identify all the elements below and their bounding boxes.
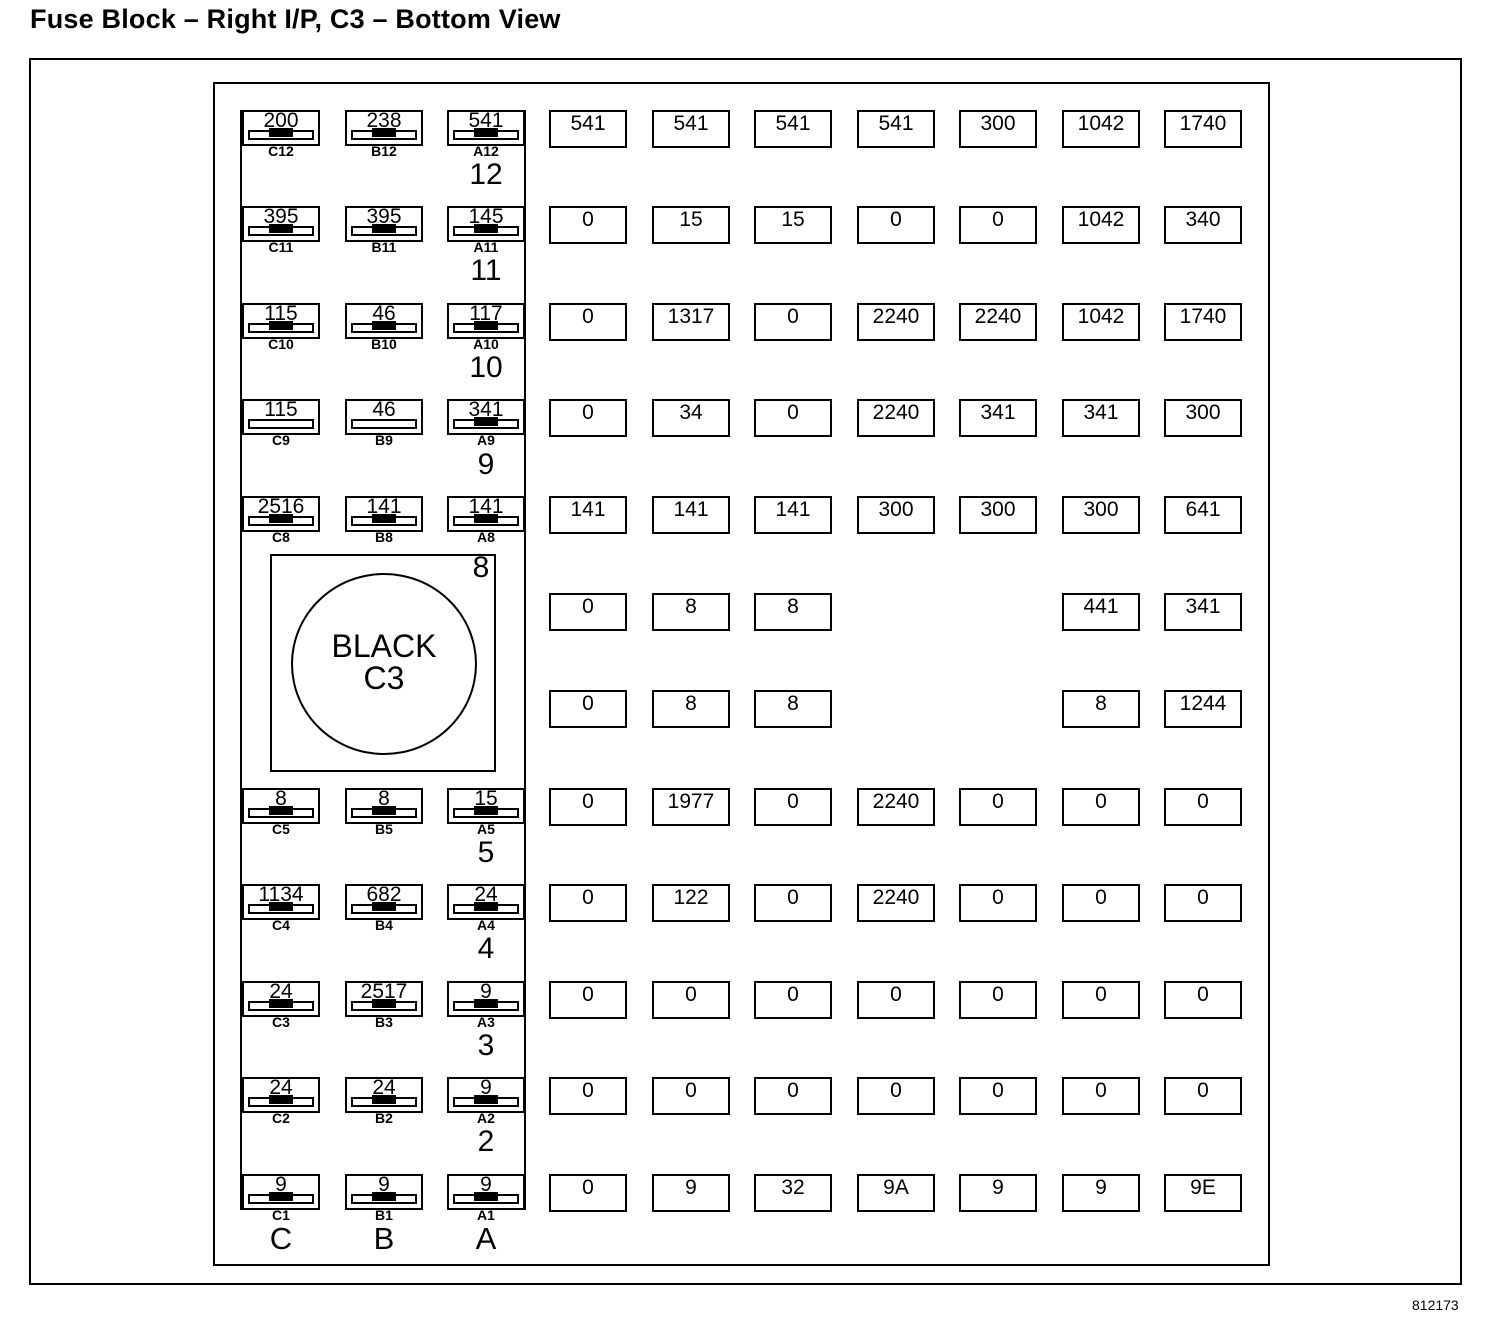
circuit-cell <box>652 206 730 244</box>
circuit-cell <box>1164 399 1242 437</box>
circuit-cell <box>549 593 627 631</box>
diagram-title: Fuse Block – Right I/P, C3 – Bottom View <box>30 4 561 34</box>
circuit-cell <box>754 110 832 148</box>
terminal-circuit: 238 <box>366 109 402 132</box>
circuit-number: 1317 <box>667 305 715 328</box>
circuit-cell <box>754 593 832 631</box>
row-number: 10 <box>469 351 503 384</box>
terminal-circuit: 9 <box>480 980 492 1003</box>
connector-row-number: 8 <box>472 551 490 584</box>
circuit-number: 0 <box>582 790 594 813</box>
terminal-circuit: 2516 <box>257 495 305 518</box>
terminal-circuit: 141 <box>366 495 402 518</box>
terminal-circuit: 8 <box>378 787 390 810</box>
terminal-b4 <box>345 883 423 933</box>
terminal-c4 <box>242 883 320 933</box>
circuit-cell <box>959 1174 1037 1212</box>
circuit-cell <box>959 788 1037 826</box>
circuit-number: 0 <box>582 692 594 715</box>
terminal-c9 <box>242 398 320 448</box>
circuit-cell <box>1164 788 1242 826</box>
circuit-number: 0 <box>890 1079 902 1102</box>
circuit-cell <box>857 206 935 244</box>
circuit-number: 8 <box>685 692 697 715</box>
circuit-cell <box>1164 593 1242 631</box>
terminal-c10 <box>242 302 320 352</box>
circuit-cell <box>652 399 730 437</box>
circuit-cell <box>754 303 832 341</box>
circuit-cell <box>1062 206 1140 244</box>
terminal-circuit: 541 <box>468 109 504 132</box>
terminal-b10 <box>345 302 423 352</box>
circuit-cell <box>1062 593 1140 631</box>
circuit-number: 0 <box>992 983 1004 1006</box>
circuit-number: 2240 <box>872 401 920 424</box>
circuit-cell <box>549 981 627 1019</box>
circuit-number: 1042 <box>1077 305 1125 328</box>
circuit-cell <box>1164 303 1242 341</box>
terminal-circuit: 24 <box>269 1076 293 1099</box>
circuit-number: 0 <box>992 790 1004 813</box>
terminal-label: A12 <box>473 143 499 159</box>
circuit-cell <box>857 303 935 341</box>
terminal-label: B3 <box>375 1014 393 1030</box>
circuit-cell <box>1164 1174 1242 1212</box>
terminal-c8 <box>242 495 320 545</box>
terminal-label: C10 <box>268 336 294 352</box>
circuit-number: 441 <box>1083 595 1119 618</box>
circuit-number: 0 <box>992 886 1004 909</box>
connector-color: BLACK <box>331 628 437 664</box>
terminal-circuit: 15 <box>474 787 498 810</box>
circuit-number: 1740 <box>1179 112 1227 135</box>
terminal-a11 <box>447 205 525 255</box>
circuit-number: 15 <box>781 208 805 231</box>
circuit-cell <box>754 1077 832 1115</box>
terminal-a12 <box>447 109 525 159</box>
terminal-label: B8 <box>375 529 393 545</box>
terminal-label: B1 <box>375 1207 393 1223</box>
circuit-number: 122 <box>673 886 709 909</box>
circuit-cell <box>754 399 832 437</box>
circuit-cell <box>857 884 935 922</box>
circuit-cell <box>857 110 935 148</box>
circuit-cell <box>549 1174 627 1212</box>
circuit-cell <box>959 303 1037 341</box>
terminal-b2 <box>345 1076 423 1126</box>
circuit-number: 141 <box>673 498 709 521</box>
circuit-number: 0 <box>685 983 697 1006</box>
circuit-cell <box>754 884 832 922</box>
circuit-number: 0 <box>1095 983 1107 1006</box>
circuit-number: 9A <box>883 1176 909 1199</box>
circuit-cell <box>754 788 832 826</box>
circuit-number: 1244 <box>1179 692 1227 715</box>
terminal-circuit: 145 <box>468 205 504 228</box>
column-label-c: C <box>269 1221 293 1256</box>
circuit-number: 2240 <box>974 305 1022 328</box>
circuit-number: 9 <box>1095 1176 1107 1199</box>
terminal-circuit: 46 <box>372 398 396 421</box>
circuit-number: 0 <box>1197 886 1209 909</box>
terminal-b12 <box>345 109 423 159</box>
circuit-cell <box>959 884 1037 922</box>
circuit-number: 9E <box>1190 1176 1216 1199</box>
circuit-number: 8 <box>787 692 799 715</box>
terminal-circuit: 24 <box>269 980 293 1003</box>
circuit-number: 300 <box>980 498 1016 521</box>
circuit-cell <box>549 303 627 341</box>
circuit-cell <box>857 981 935 1019</box>
row-number: 5 <box>477 836 495 869</box>
terminal-a5 <box>447 787 525 837</box>
terminal-label: C12 <box>268 143 294 159</box>
circuit-cell <box>1164 110 1242 148</box>
circuit-cell <box>652 303 730 341</box>
circuit-number: 9 <box>685 1176 697 1199</box>
circuit-number: 541 <box>570 112 606 135</box>
circuit-number: 0 <box>890 983 902 1006</box>
circuit-number: 341 <box>980 401 1016 424</box>
terminal-c3 <box>242 980 320 1030</box>
terminal-b1 <box>345 1173 423 1223</box>
circuit-number: 2240 <box>872 886 920 909</box>
terminal-label: A2 <box>477 1110 495 1126</box>
terminal-a1 <box>447 1173 525 1223</box>
circuit-number: 1740 <box>1179 305 1227 328</box>
circuit-cell <box>754 1174 832 1212</box>
terminal-c1 <box>242 1173 320 1223</box>
terminal-circuit: 8 <box>275 787 287 810</box>
circuit-number: 0 <box>582 305 594 328</box>
terminal-label: B4 <box>375 917 393 933</box>
terminal-b3 <box>345 980 423 1030</box>
circuit-cell <box>754 690 832 728</box>
terminal-b11 <box>345 205 423 255</box>
circuit-number: 0 <box>582 595 594 618</box>
column-label-a: A <box>475 1221 497 1256</box>
circuit-number: 141 <box>570 498 606 521</box>
terminal-c12 <box>242 109 320 159</box>
circuit-number: 8 <box>685 595 697 618</box>
row-number: 4 <box>477 932 495 965</box>
circuit-number: 8 <box>1095 692 1107 715</box>
column-label-b: B <box>373 1221 395 1256</box>
circuit-cell <box>857 1174 935 1212</box>
circuit-cell <box>549 690 627 728</box>
terminal-circuit: 115 <box>264 302 298 325</box>
circuit-cell <box>857 399 935 437</box>
terminal-label: C8 <box>272 529 290 545</box>
circuit-cell <box>549 1077 627 1115</box>
circuit-number: 0 <box>890 208 902 231</box>
terminal-a3 <box>447 980 525 1030</box>
circuit-cell <box>549 496 627 534</box>
circuit-cell <box>1164 981 1242 1019</box>
circuit-cell <box>959 981 1037 1019</box>
terminal-circuit: 200 <box>263 109 299 132</box>
circuit-cell <box>549 399 627 437</box>
terminal-a8 <box>447 495 525 545</box>
circuit-number: 0 <box>787 790 799 813</box>
circuit-number: 0 <box>582 886 594 909</box>
circuit-cell <box>1164 206 1242 244</box>
terminal-b5 <box>345 787 423 837</box>
terminal-circuit: 9 <box>378 1173 390 1196</box>
circuit-cell <box>549 884 627 922</box>
circuit-cell <box>959 110 1037 148</box>
circuit-number: 0 <box>787 401 799 424</box>
circuit-cell <box>1062 981 1140 1019</box>
terminal-label: B5 <box>375 821 393 837</box>
terminal-b9 <box>345 398 423 448</box>
circuit-cell <box>1062 399 1140 437</box>
circuit-number: 0 <box>582 401 594 424</box>
circuit-number: 34 <box>679 401 703 424</box>
terminal-label: C3 <box>272 1014 290 1030</box>
circuit-number: 0 <box>1197 1079 1209 1102</box>
terminal-label: A11 <box>473 239 499 255</box>
circuit-cell <box>1062 110 1140 148</box>
terminal-circuit: 682 <box>366 883 402 906</box>
circuit-cell <box>1164 1077 1242 1115</box>
terminal-c5 <box>242 787 320 837</box>
circuit-number: 32 <box>781 1176 805 1199</box>
circuit-number: 1042 <box>1077 112 1125 135</box>
circuit-number: 300 <box>1083 498 1119 521</box>
terminal-label: C11 <box>268 239 294 255</box>
circuit-cell <box>1062 1077 1140 1115</box>
circuit-cell <box>652 110 730 148</box>
circuit-cell <box>754 981 832 1019</box>
terminal-label: A10 <box>473 336 499 352</box>
terminal-circuit: 395 <box>366 205 402 228</box>
circuit-cell <box>549 206 627 244</box>
circuit-number: 9 <box>992 1176 1004 1199</box>
circuit-cell <box>959 206 1037 244</box>
terminal-a4 <box>447 883 525 933</box>
circuit-cell <box>1062 884 1140 922</box>
circuit-number: 0 <box>787 1079 799 1102</box>
circuit-cell <box>857 1077 935 1115</box>
circuit-number: 141 <box>775 498 811 521</box>
circuit-number: 0 <box>582 208 594 231</box>
circuit-number: 8 <box>787 595 799 618</box>
circuit-cell <box>857 496 935 534</box>
circuit-number: 1042 <box>1077 208 1125 231</box>
circuit-number: 0 <box>787 305 799 328</box>
terminal-a2 <box>447 1076 525 1126</box>
circuit-number: 0 <box>787 886 799 909</box>
circuit-cell <box>1062 303 1140 341</box>
terminal-label: A4 <box>477 917 495 933</box>
terminal-label: A8 <box>477 529 495 545</box>
terminal-label: A1 <box>477 1207 495 1223</box>
terminal-circuit: 24 <box>474 883 498 906</box>
terminal-label: B2 <box>375 1110 393 1126</box>
circuit-number: 2240 <box>872 305 920 328</box>
circuit-number: 0 <box>685 1079 697 1102</box>
circuit-number: 0 <box>787 983 799 1006</box>
terminal-c2 <box>242 1076 320 1126</box>
circuit-cell <box>652 496 730 534</box>
circuit-number: 541 <box>775 112 811 135</box>
circuit-cell <box>959 496 1037 534</box>
terminal-label: B10 <box>371 336 397 352</box>
circuit-cell <box>754 206 832 244</box>
terminal-circuit: 9 <box>480 1076 492 1099</box>
circuit-cell <box>857 788 935 826</box>
terminal-circuit: 9 <box>275 1173 287 1196</box>
circuit-cell <box>1164 884 1242 922</box>
terminal-circuit: 1134 <box>258 883 304 906</box>
figure-number: 812173 <box>1412 1297 1459 1313</box>
circuit-cell <box>959 1077 1037 1115</box>
circuit-cell <box>1062 690 1140 728</box>
circuit-cell <box>1062 788 1140 826</box>
circuit-number: 1977 <box>667 790 715 813</box>
terminal-a9 <box>447 398 525 448</box>
terminal-a10 <box>447 302 525 352</box>
circuit-number: 0 <box>582 1176 594 1199</box>
terminal-label: C5 <box>272 821 290 837</box>
terminal-circuit: 395 <box>263 205 299 228</box>
terminal-circuit: 117 <box>469 302 503 325</box>
circuit-cell <box>652 981 730 1019</box>
connector-c3-label <box>291 630 477 694</box>
circuit-cell <box>652 1077 730 1115</box>
circuit-number: 0 <box>582 983 594 1006</box>
connector-id: C3 <box>363 660 405 696</box>
circuit-cell <box>652 690 730 728</box>
circuit-number: 0 <box>1095 790 1107 813</box>
terminal-circuit: 341 <box>468 398 504 421</box>
terminal-label: C9 <box>272 432 290 448</box>
circuit-number: 0 <box>1095 886 1107 909</box>
circuit-cell <box>549 110 627 148</box>
circuit-number: 341 <box>1185 595 1221 618</box>
row-number: 12 <box>469 158 503 191</box>
circuit-number: 541 <box>673 112 709 135</box>
terminal-circuit: 24 <box>372 1076 396 1099</box>
row-number: 11 <box>470 254 502 287</box>
circuit-cell <box>1164 690 1242 728</box>
circuit-number: 0 <box>992 208 1004 231</box>
terminal-label: A9 <box>477 432 495 448</box>
row-number: 2 <box>477 1125 495 1158</box>
circuit-number: 0 <box>582 1079 594 1102</box>
terminal-label: C4 <box>272 917 290 933</box>
circuit-cell <box>1164 496 1242 534</box>
terminal-circuit: 141 <box>468 495 504 518</box>
terminal-label: C1 <box>272 1207 290 1223</box>
terminal-label: B11 <box>371 239 397 255</box>
circuit-number: 641 <box>1185 498 1221 521</box>
row-number: 9 <box>477 448 495 481</box>
circuit-number: 0 <box>1197 790 1209 813</box>
circuit-cell <box>652 593 730 631</box>
circuit-cell <box>652 884 730 922</box>
terminal-circuit: 115 <box>264 398 298 421</box>
row-number: 3 <box>477 1029 495 1062</box>
circuit-cell <box>1062 496 1140 534</box>
circuit-number: 340 <box>1185 208 1221 231</box>
terminal-circuit: 9 <box>480 1173 492 1196</box>
terminal-circuit: 2517 <box>360 980 408 1003</box>
circuit-number: 0 <box>1197 983 1209 1006</box>
circuit-number: 341 <box>1083 401 1119 424</box>
terminal-label: C2 <box>272 1110 290 1126</box>
circuit-cell <box>1062 1174 1140 1212</box>
circuit-cell <box>959 399 1037 437</box>
terminal-b8 <box>345 495 423 545</box>
circuit-cell <box>652 788 730 826</box>
circuit-number: 15 <box>679 208 703 231</box>
circuit-number: 300 <box>1185 401 1221 424</box>
circuit-cell <box>652 1174 730 1212</box>
terminal-label: B12 <box>371 143 397 159</box>
circuit-number: 541 <box>878 112 914 135</box>
terminal-label: A3 <box>477 1014 495 1030</box>
circuit-cell <box>754 496 832 534</box>
circuit-number: 300 <box>980 112 1016 135</box>
circuit-number: 0 <box>992 1079 1004 1102</box>
terminal-label: A5 <box>477 821 495 837</box>
circuit-number: 300 <box>878 498 914 521</box>
circuit-cell <box>549 788 627 826</box>
circuit-number: 2240 <box>872 790 920 813</box>
terminal-circuit: 46 <box>372 302 396 325</box>
terminal-c11 <box>242 205 320 255</box>
terminal-label: B9 <box>375 432 393 448</box>
circuit-number: 0 <box>1095 1079 1107 1102</box>
